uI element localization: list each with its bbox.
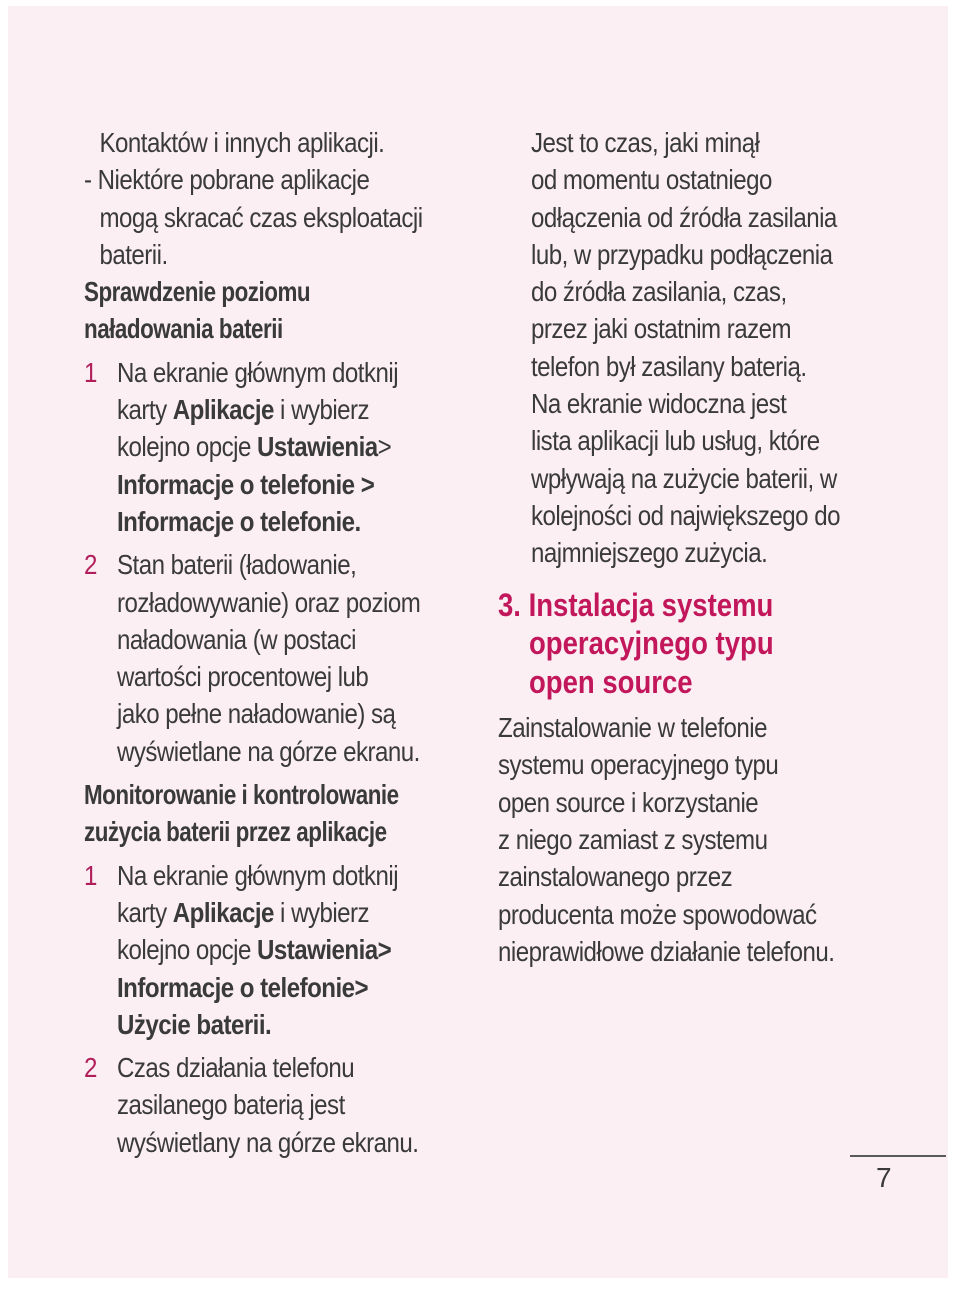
step-line: kolejno opcje Ustawienia> (117, 431, 392, 463)
paragraph-line: Jest to czas, jaki minął (531, 127, 760, 158)
step-1 (84, 857, 484, 1043)
step-number: 1 (84, 356, 98, 388)
paragraph-line: odłączenia od źródła zasilania (531, 201, 837, 233)
right-column (498, 124, 918, 970)
step-line: wyświetlany na górze ekranu. (117, 1126, 419, 1158)
step-line: Informacje o telefonie. (117, 505, 361, 537)
section-title-line: operacyjnego typu (528, 625, 774, 662)
section-number: 3. (498, 586, 521, 623)
paragraph-line: lub, w przypadku podłączenia (531, 238, 833, 270)
paragraph-line: open source i korzystanie (498, 786, 759, 818)
step-line: naładowania (w postaci (117, 623, 356, 655)
heading-line: naładowania baterii (84, 313, 283, 345)
paragraph-line: telefon był zasilany baterią. (531, 350, 807, 382)
paragraph-line: Zainstalowanie w telefonie (498, 712, 768, 744)
section-title-line: open source (528, 663, 693, 700)
step-line: Stan baterii (ładowanie, (117, 549, 357, 581)
ui-term-settings: Ustawienia (257, 431, 378, 463)
intro-line: mogą skracać czas eksploatacji (99, 201, 423, 233)
paragraph-line: od momentu ostatniego (531, 164, 772, 196)
intro-line: - Niektóre pobrane aplikacje (84, 164, 370, 196)
intro-text (84, 124, 484, 273)
ui-term-apps: Aplikacje (172, 394, 274, 426)
paragraph-line: systemu operacyjnego typu (498, 749, 779, 781)
left-column (84, 124, 484, 1161)
ui-term-apps: Aplikacje (172, 896, 274, 928)
step-line: Na ekranie głównym dotknij (117, 356, 399, 388)
paragraph-line: producenta może spowodować (498, 898, 817, 930)
step-line: Informacje o telefonie> (117, 971, 369, 1003)
step-line: Informacje o telefonie > (117, 468, 375, 500)
paragraph-line: z niego zamiast z systemu (498, 823, 768, 855)
step-line: jako pełne naładowanie) są (117, 698, 396, 730)
paragraph-line: zainstalowanego przez (498, 861, 733, 893)
step-number: 1 (84, 859, 98, 891)
step-line: zasilanego baterią jest (117, 1089, 345, 1121)
heading-line: Sprawdzenie poziomu (84, 276, 311, 308)
step-line: Na ekranie głównym dotknij (117, 859, 399, 891)
section-heading-battery-usage (84, 776, 484, 851)
paragraph-line: najmniejszego zużycia. (531, 537, 768, 569)
heading-line: zużycia baterii przez aplikacje (84, 816, 387, 848)
step-line: Czas działania telefonu (117, 1052, 355, 1084)
page-number: 7 (876, 1162, 892, 1193)
step-2 (84, 546, 484, 770)
step-line: Użycie baterii. (117, 1008, 272, 1040)
step-2 (84, 1049, 484, 1161)
step-number: 2 (84, 1052, 98, 1084)
step-line: wyświetlane na górze ekranu. (117, 735, 420, 767)
battery-usage-description (498, 124, 918, 572)
page-number-rule (850, 1155, 946, 1157)
open-source-description (498, 709, 918, 970)
section-title-open-source (498, 586, 918, 702)
paragraph-line: wpływają na zużycie baterii, w (531, 462, 837, 494)
intro-line: Kontaktów i innych aplikacji. (99, 127, 385, 158)
paragraph-line: przez jaki ostatnim razem (531, 313, 792, 345)
section-heading-battery-level (84, 273, 484, 348)
step-line: rozładowywanie) oraz poziom (117, 586, 421, 618)
paragraph-line: lista aplikacji lub usług, które (531, 425, 820, 457)
step-number: 2 (84, 549, 98, 581)
paragraph-line: nieprawidłowe działanie telefonu. (498, 935, 835, 967)
step-line: wartości procentowej lub (117, 661, 369, 693)
step-1 (84, 354, 484, 540)
section-title-line: Instalacja systemu (528, 586, 774, 623)
step-line: karty Aplikacje i wybierz (117, 896, 370, 928)
paragraph-line: kolejności od największego do (531, 499, 840, 531)
ui-term-settings: Ustawienia> (257, 934, 392, 966)
step-line: karty Aplikacje i wybierz (117, 394, 370, 426)
heading-line: Monitorowanie i kontrolowanie (84, 779, 399, 811)
paragraph-line: do źródła zasilania, czas, (531, 276, 787, 308)
paragraph-line: Na ekranie widoczna jest (531, 388, 787, 420)
step-line: kolejno opcje Ustawienia> (117, 934, 392, 966)
intro-line: baterii. (99, 238, 168, 270)
